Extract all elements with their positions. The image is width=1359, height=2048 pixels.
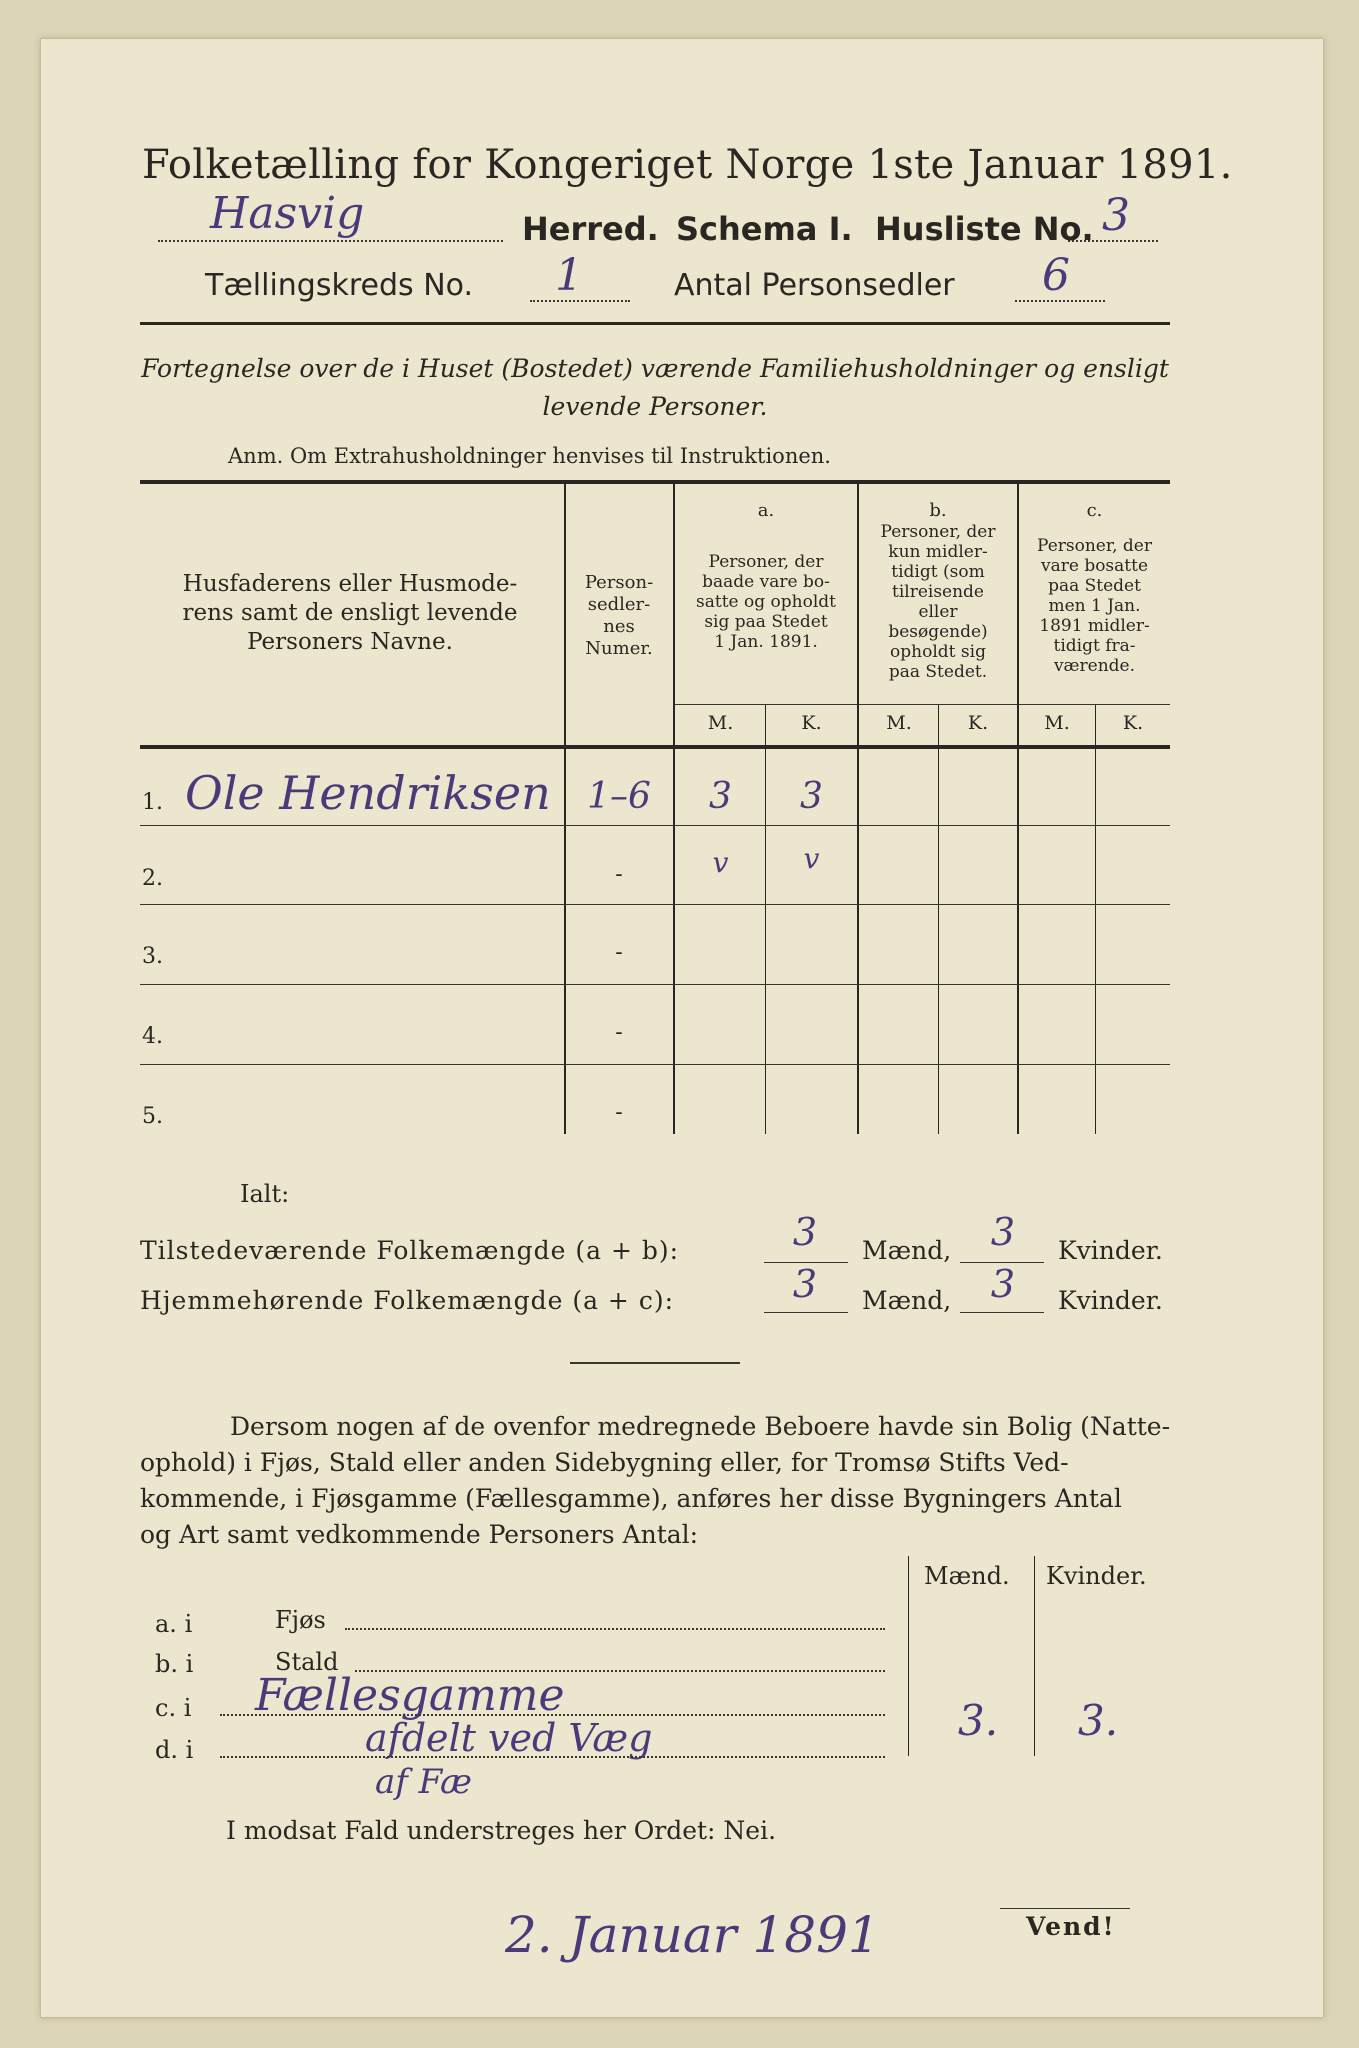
paragraph-line-1: Dersom nogen af de ovenfor medregnede Beboere havde sin Bolig (Natte- <box>230 1412 1171 1441</box>
antal-dotted-line <box>1015 300 1105 302</box>
building-c-value: Fællesgamme <box>255 1670 565 1721</box>
kreds-label: Tællingskreds No. <box>205 268 473 303</box>
husliste-label: Husliste No. <box>875 210 1094 248</box>
building-d-prefix: d. i <box>155 1736 194 1764</box>
header-c-k: K. <box>1122 712 1144 734</box>
resident-women-line <box>960 1312 1044 1313</box>
building-a-label: Fjøs <box>275 1606 326 1634</box>
resident-women-value: 3 <box>990 1262 1016 1306</box>
table-row-a-m: v <box>712 846 729 879</box>
building-a-dotted-line <box>345 1628 885 1630</box>
husliste-dotted-line <box>1068 240 1158 242</box>
row-line-1 <box>140 825 1170 826</box>
resident-women-label: Kvinder. <box>1058 1286 1163 1315</box>
table-row-person-number: - <box>615 940 623 965</box>
kreds-value: 1 <box>555 250 583 301</box>
building-d-value-2: af Fæ <box>375 1762 472 1802</box>
ialt-label: Ialt: <box>240 1180 290 1208</box>
buildings-divider-1 <box>908 1556 909 1756</box>
present-women-value: 3 <box>990 1210 1016 1254</box>
instruction-note: Anm. Om Extrahusholdninger henvises til Instruktionen. <box>228 444 831 468</box>
table-row-person-number: - <box>615 862 623 887</box>
census-form <box>40 38 1324 2018</box>
resident-population-label: Hjemmehørende Folkemængde (a + c): <box>140 1286 674 1315</box>
table-row-person-number: - <box>615 1100 623 1125</box>
table-row-a-k: v <box>803 842 820 875</box>
nei-line: I modsat Fald understreges her Ordet: Nei. <box>226 1816 777 1845</box>
table-row-a-m: 3 <box>709 776 732 817</box>
row-line-3 <box>140 984 1170 985</box>
building-a-prefix: a. i <box>155 1610 193 1638</box>
header-a-k: K. <box>801 712 822 734</box>
present-population-label: Tilstedeværende Folkemængde (a + b): <box>140 1236 680 1265</box>
intro-line-2: levende Personer. <box>542 392 768 421</box>
paragraph-line-2: ophold) i Fjøs, Stald eller anden Sidebygning eller, for Tromsø Stifts Ved- <box>140 1448 1069 1477</box>
present-men-label: Mænd, <box>862 1236 952 1265</box>
header-col-b: Personer, der kun midler- tidigt (som tilreisende eller besøgende) opholdt sig paa Stedet. <box>880 522 996 682</box>
header-col-c: Personer, der vare bosatte paa Stedet men 1 Jan. 1891 midler- tidigt fra- værende. <box>1037 536 1152 676</box>
row-line-4 <box>140 1064 1170 1065</box>
present-men-value: 3 <box>792 1210 818 1254</box>
header-c-m: M. <box>1044 712 1070 734</box>
table-row-number: 5. <box>142 1104 163 1129</box>
header-a-m: M. <box>707 712 734 734</box>
resident-men-line <box>764 1312 848 1313</box>
present-women-label: Kvinder. <box>1058 1236 1163 1265</box>
header-rule <box>140 322 1170 325</box>
building-b-prefix: b. i <box>155 1650 194 1678</box>
signature-date: 2. Januar 1891 <box>505 1906 880 1964</box>
husliste-value: 3 <box>1102 190 1130 241</box>
vend-rule <box>1000 1908 1130 1909</box>
mk-divider-c <box>1095 705 1096 1134</box>
building-c-prefix: c. i <box>155 1694 192 1722</box>
table-row-person-number: 1–6 <box>587 776 651 817</box>
building-d-value: afdelt ved Væg <box>365 1716 653 1760</box>
col-divider-3 <box>857 484 859 1134</box>
header-a-letter: a. <box>757 500 775 521</box>
table-row-a-k: 3 <box>800 776 823 817</box>
table-row-number: 4. <box>142 1024 163 1049</box>
buildings-men-header: Mænd. <box>924 1562 1010 1590</box>
section-divider <box>570 1362 740 1364</box>
header-person-number: Person- sedler- nes Numer. <box>584 572 654 659</box>
mk-divider-a <box>765 705 766 1134</box>
col-divider-2 <box>673 484 675 1134</box>
table-row-number: 2. <box>142 866 163 891</box>
intro-line-1: Fortegnelse over de i Huset (Bostedet) værende Familiehusholdninger og ensligt <box>141 354 1169 383</box>
buildings-women-value: 3. <box>1078 1696 1119 1745</box>
header-b-m: M. <box>886 712 912 734</box>
building-b-label: Stald <box>275 1648 339 1676</box>
schema-label: Schema I. <box>676 210 853 248</box>
mk-divider-b <box>938 705 939 1134</box>
header-col-a: Personer, der baade vare bo- satte og opholdt sig paa Stedet 1 Jan. 1891. <box>696 552 836 652</box>
header-b-k: K. <box>967 712 989 734</box>
header-b-letter: b. <box>929 500 947 521</box>
buildings-women-header: Kvinder. <box>1046 1562 1147 1590</box>
herred-dotted-line <box>158 240 503 242</box>
row-line-2 <box>140 904 1170 905</box>
header-names: Husfaderens eller Husmode- rens samt de ensligt levende Personers Navne. <box>182 571 518 655</box>
table-row-number: 1. <box>142 790 163 815</box>
herred-label: Herred. <box>522 210 659 248</box>
table-top-rule <box>140 480 1170 484</box>
paragraph-line-4: og Art samt vedkommende Personers Antal: <box>140 1520 699 1549</box>
table-row-number: 3. <box>142 944 163 969</box>
paragraph-line-3: kommende, i Fjøsgamme (Fællesgamme), anføres her disse Bygningers Antal <box>140 1484 1122 1513</box>
table-row-name: Ole Hendriksen <box>185 766 551 820</box>
vend-label: Vend! <box>1026 1912 1116 1941</box>
resident-men-label: Mænd, <box>862 1286 952 1315</box>
table-row-person-number: - <box>615 1020 623 1045</box>
antal-label: Antal Personsedler <box>674 268 955 303</box>
buildings-divider-2 <box>1034 1556 1035 1756</box>
resident-men-value: 3 <box>792 1262 818 1306</box>
buildings-men-value: 3. <box>958 1696 999 1745</box>
form-title: Folketælling for Kongeriget Norge 1ste Januar 1891. <box>142 142 1233 188</box>
kreds-dotted-line <box>530 300 630 302</box>
building-d-dotted-line <box>220 1756 885 1758</box>
header-c-letter: c. <box>1086 500 1103 521</box>
herred-value: Hasvig <box>210 188 365 239</box>
antal-value: 6 <box>1042 250 1070 301</box>
table-header-rule <box>140 745 1170 749</box>
